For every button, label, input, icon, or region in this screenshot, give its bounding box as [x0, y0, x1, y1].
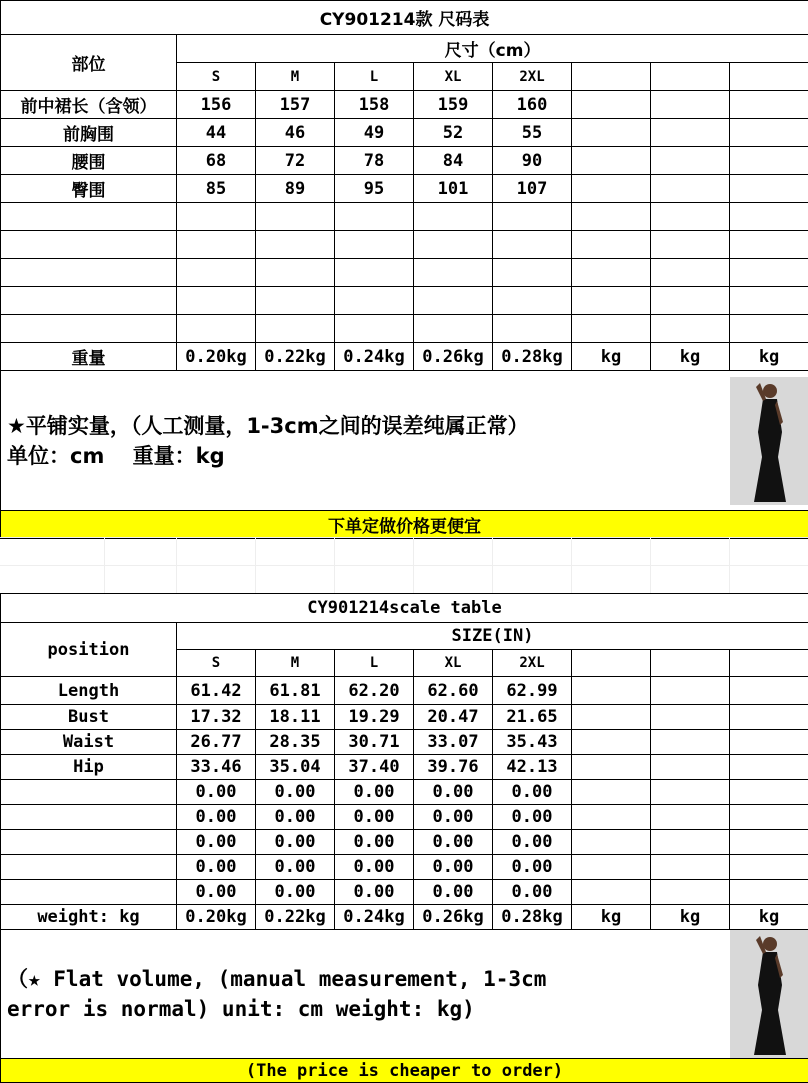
- chart-title: CY901214scale table: [1, 594, 808, 623]
- weight-row: [1, 343, 808, 371]
- empty-cell: [730, 677, 808, 705]
- size-header: SIZE(IN): [177, 623, 808, 650]
- weight-cell: 0.20kg: [177, 343, 256, 371]
- size-m: M: [256, 650, 335, 677]
- cell: 158: [335, 91, 414, 119]
- empty-cell: [730, 855, 808, 880]
- empty-cell: [572, 730, 651, 755]
- cell: 0.00: [335, 855, 414, 880]
- cell: 101: [414, 175, 493, 203]
- size-header: 尺寸（cm）: [177, 35, 808, 63]
- cell: 0.00: [493, 855, 572, 880]
- cell: 19.29: [335, 705, 414, 730]
- cell: 18.11: [256, 705, 335, 730]
- weight-cell: 0.22kg: [256, 905, 335, 930]
- table-row: [1, 147, 808, 175]
- size-chart-en: [0, 593, 808, 1083]
- empty-cell: [730, 147, 808, 175]
- table-row: [1, 705, 808, 730]
- cell: 160: [493, 91, 572, 119]
- weight-cell: 0.24kg: [335, 343, 414, 371]
- cell: 0.00: [493, 880, 572, 905]
- empty-cell: [651, 119, 730, 147]
- empty-cell: [730, 830, 808, 855]
- empty-row: [1, 315, 808, 343]
- empty-cell: [730, 805, 808, 830]
- product-photo: [730, 371, 808, 511]
- empty-cell: [572, 91, 651, 119]
- weight-cell: 0.24kg: [335, 905, 414, 930]
- cell: 61.42: [177, 677, 256, 705]
- cell: 0.00: [177, 780, 256, 805]
- cell: 0.00: [177, 880, 256, 905]
- cell: 0.00: [414, 880, 493, 905]
- cell: 85: [177, 175, 256, 203]
- cell: 0.00: [335, 805, 414, 830]
- size-2xl: 2XL: [493, 650, 572, 677]
- size-l: L: [335, 63, 414, 91]
- cell: 37.40: [335, 755, 414, 780]
- empty-cell: [572, 855, 651, 880]
- cell: 159: [414, 91, 493, 119]
- empty-cell: [572, 830, 651, 855]
- empty-cell: [572, 650, 651, 677]
- row-label: [1, 880, 177, 905]
- empty-cell: [572, 677, 651, 705]
- cell: 90: [493, 147, 572, 175]
- weight-cell: kg: [730, 905, 808, 930]
- cell: 0.00: [335, 880, 414, 905]
- empty-cell: [730, 650, 808, 677]
- empty-cell: [730, 91, 808, 119]
- empty-cell: [730, 705, 808, 730]
- cell: 28.35: [256, 730, 335, 755]
- empty-cell: [572, 63, 651, 91]
- size-chart-cn: [0, 0, 808, 539]
- cell: 78: [335, 147, 414, 175]
- cell: 21.65: [493, 705, 572, 730]
- empty-cell: [651, 91, 730, 119]
- empty-row: [1, 287, 808, 315]
- measurement-note: [1, 930, 730, 1059]
- empty-cell: [730, 730, 808, 755]
- size-m: M: [256, 63, 335, 91]
- table-row: [1, 855, 808, 880]
- weight-cell: 0.28kg: [493, 343, 572, 371]
- empty-cell: [651, 650, 730, 677]
- empty-cell: [730, 63, 808, 91]
- cell: 0.00: [414, 805, 493, 830]
- table-row: [1, 677, 808, 705]
- table-row: [1, 730, 808, 755]
- cell: 0.00: [414, 855, 493, 880]
- weight-cell: 0.26kg: [414, 905, 493, 930]
- empty-cell: [730, 880, 808, 905]
- cell: 62.60: [414, 677, 493, 705]
- empty-cell: [651, 147, 730, 175]
- weight-cell: 0.20kg: [177, 905, 256, 930]
- cell: 0.00: [493, 780, 572, 805]
- note-line-1: （★ Flat volume, (manual measurement, 1-3cm: [7, 964, 730, 994]
- cell: 33.46: [177, 755, 256, 780]
- size-xl: XL: [414, 63, 493, 91]
- empty-cell: [572, 119, 651, 147]
- position-label: position: [1, 623, 177, 677]
- empty-cell: [730, 755, 808, 780]
- cell: 0.00: [335, 830, 414, 855]
- weight-label: 重量: [1, 343, 177, 371]
- weight-cell: kg: [651, 905, 730, 930]
- cell: 0.00: [177, 805, 256, 830]
- row-label: 腰围: [1, 147, 177, 175]
- measurement-note: [1, 371, 730, 511]
- cell: 0.00: [414, 830, 493, 855]
- order-banner: (The price is cheaper to order): [1, 1059, 808, 1083]
- empty-cell: [651, 175, 730, 203]
- empty-cell: [651, 677, 730, 705]
- cell: 95: [335, 175, 414, 203]
- empty-row: [1, 203, 808, 231]
- note-line-2: 单位：cm 重量：kg: [7, 441, 730, 471]
- empty-cell: [730, 780, 808, 805]
- cell: 0.00: [256, 880, 335, 905]
- row-label: [1, 830, 177, 855]
- empty-cell: [651, 880, 730, 905]
- cell: 62.20: [335, 677, 414, 705]
- empty-cell: [651, 755, 730, 780]
- weight-row: [1, 905, 808, 930]
- empty-cell: [572, 805, 651, 830]
- table-row: [1, 175, 808, 203]
- empty-cell: [651, 63, 730, 91]
- cell: 35.43: [493, 730, 572, 755]
- row-label: [1, 780, 177, 805]
- row-label: [1, 805, 177, 830]
- cell: 46: [256, 119, 335, 147]
- cell: 30.71: [335, 730, 414, 755]
- cell: 0.00: [256, 830, 335, 855]
- cell: 62.99: [493, 677, 572, 705]
- position-label: 部位: [1, 35, 177, 91]
- cell: 107: [493, 175, 572, 203]
- size-xl: XL: [414, 650, 493, 677]
- sheet-gap: [0, 537, 808, 593]
- cell: 26.77: [177, 730, 256, 755]
- cell: 0.00: [256, 780, 335, 805]
- cell: 0.00: [256, 805, 335, 830]
- cell: 72: [256, 147, 335, 175]
- row-label: Length: [1, 677, 177, 705]
- cell: 89: [256, 175, 335, 203]
- dress-photo-icon: [730, 377, 808, 505]
- empty-cell: [572, 175, 651, 203]
- cell: 0.00: [414, 780, 493, 805]
- cell: 0.00: [177, 855, 256, 880]
- cell: 0.00: [493, 830, 572, 855]
- size-s: S: [177, 650, 256, 677]
- cell: 42.13: [493, 755, 572, 780]
- empty-cell: [651, 855, 730, 880]
- weight-label: weight: kg: [1, 905, 177, 930]
- note-line-2: error is normal) unit: cm weight: kg): [7, 994, 730, 1024]
- row-label: 臀围: [1, 175, 177, 203]
- empty-cell: [572, 880, 651, 905]
- cell: 33.07: [414, 730, 493, 755]
- weight-cell: kg: [572, 343, 651, 371]
- size-s: S: [177, 63, 256, 91]
- empty-cell: [651, 805, 730, 830]
- row-label: Waist: [1, 730, 177, 755]
- cell: 0.00: [493, 805, 572, 830]
- cell: 20.47: [414, 705, 493, 730]
- empty-cell: [730, 175, 808, 203]
- empty-cell: [651, 705, 730, 730]
- table-row: [1, 830, 808, 855]
- cell: 84: [414, 147, 493, 175]
- table-row: [1, 119, 808, 147]
- table-row: [1, 780, 808, 805]
- cell: 68: [177, 147, 256, 175]
- chart-title: CY901214款 尺码表: [1, 1, 808, 35]
- empty-cell: [572, 705, 651, 730]
- weight-cell: 0.26kg: [414, 343, 493, 371]
- cell: 44: [177, 119, 256, 147]
- cell: 39.76: [414, 755, 493, 780]
- cell: 0.00: [335, 780, 414, 805]
- row-label: Bust: [1, 705, 177, 730]
- empty-cell: [651, 730, 730, 755]
- empty-cell: [572, 147, 651, 175]
- note-line-1: ★平铺实量，（人工测量，1-3cm之间的误差纯属正常）: [7, 411, 730, 441]
- empty-row: [1, 259, 808, 287]
- product-photo: [730, 930, 808, 1059]
- cell: 156: [177, 91, 256, 119]
- empty-cell: [651, 830, 730, 855]
- empty-cell: [651, 780, 730, 805]
- weight-cell: kg: [730, 343, 808, 371]
- dress-photo-icon: [730, 930, 808, 1058]
- cell: 0.00: [177, 830, 256, 855]
- size-l: L: [335, 650, 414, 677]
- cell: 17.32: [177, 705, 256, 730]
- row-label: 前胸围: [1, 119, 177, 147]
- cell: 52: [414, 119, 493, 147]
- size-2xl: 2XL: [493, 63, 572, 91]
- table-row: [1, 805, 808, 830]
- cell: 157: [256, 91, 335, 119]
- row-label: [1, 855, 177, 880]
- cell: 49: [335, 119, 414, 147]
- table-row: [1, 880, 808, 905]
- cell: 35.04: [256, 755, 335, 780]
- empty-cell: [730, 119, 808, 147]
- table-row: [1, 91, 808, 119]
- weight-cell: 0.22kg: [256, 343, 335, 371]
- table-row: [1, 755, 808, 780]
- empty-row: [1, 231, 808, 259]
- cell: 0.00: [256, 855, 335, 880]
- weight-cell: kg: [572, 905, 651, 930]
- row-label: 前中裙长（含领）: [1, 91, 177, 119]
- order-banner: 下单定做价格更便宜: [1, 511, 808, 539]
- cell: 61.81: [256, 677, 335, 705]
- weight-cell: kg: [651, 343, 730, 371]
- empty-cell: [572, 780, 651, 805]
- cell: 55: [493, 119, 572, 147]
- weight-cell: 0.28kg: [493, 905, 572, 930]
- empty-cell: [572, 755, 651, 780]
- row-label: Hip: [1, 755, 177, 780]
